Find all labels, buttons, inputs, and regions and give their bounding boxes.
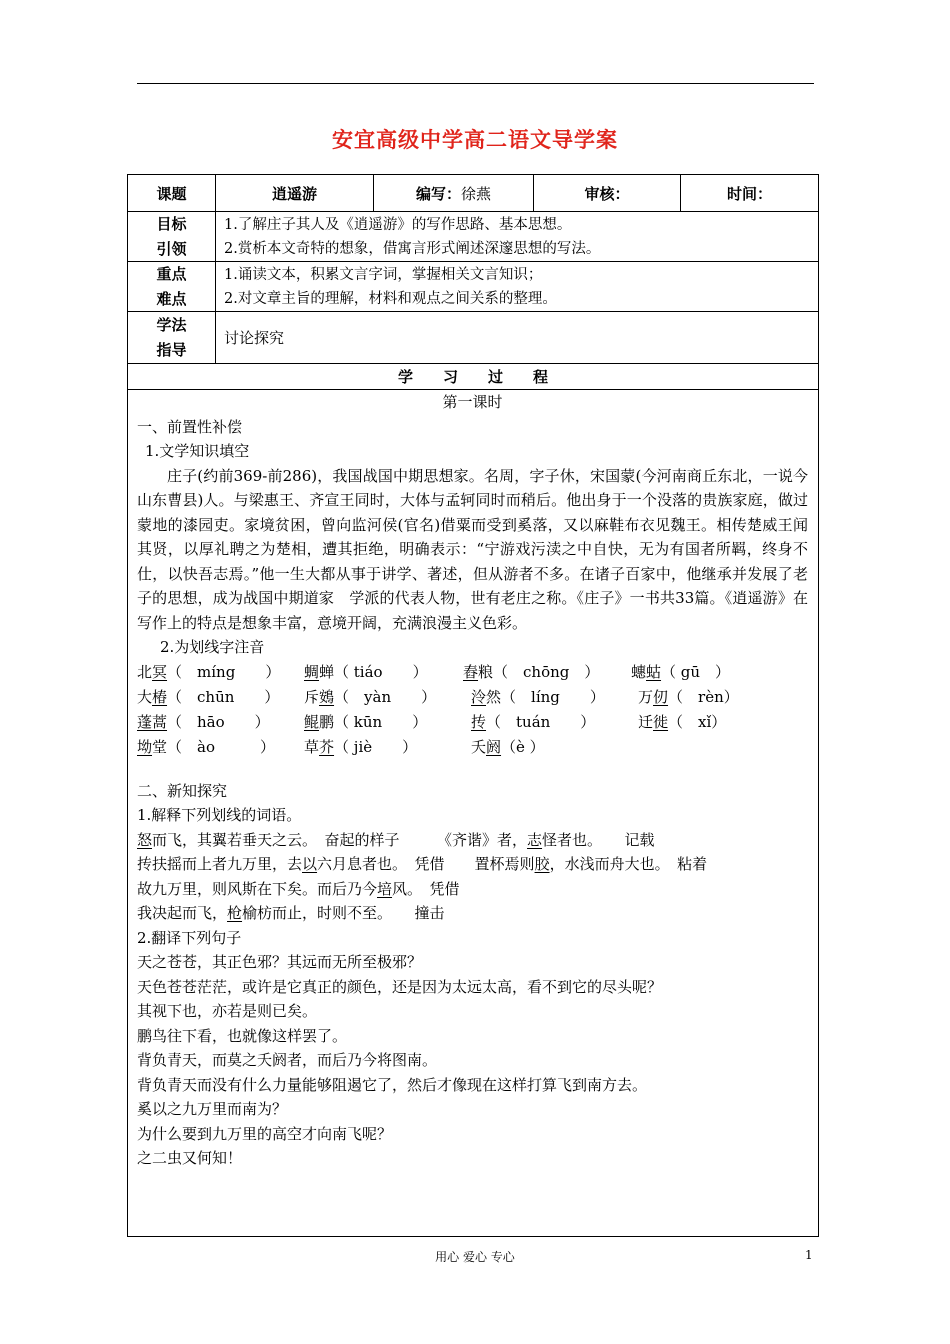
key-label-2: 难点 [156, 289, 187, 308]
pinyin-item: 北冥（ míng ） [137, 662, 281, 681]
header-time: 时间： [726, 184, 772, 203]
section-2-2-heading: 2.翻译下列句子 [137, 928, 242, 947]
method-content: 讨论探究 [224, 329, 285, 347]
section-2-1-heading: 1.解释下列划线的词语。 [137, 806, 302, 824]
table-header-row [128, 175, 818, 212]
pinyin-grid [137, 660, 808, 759]
key-label-1: 重点 [156, 264, 187, 283]
goal-line-1: 1.了解庄子其人及《逍遥游》的写作思路、基本思想。 [224, 216, 572, 233]
translation-line: 背负青天而没有什么力量能够阻遏它了，然后才像现在这样打算飞到南方去。 [137, 1075, 648, 1094]
pinyin-item: 草芥（ jiè ） [304, 737, 418, 756]
goal-content [216, 212, 818, 261]
word-line: 怒而飞，其翼若垂天之云。 奋起的样子 《齐谐》者，志怪者也。 记载 [137, 830, 655, 849]
method-row [128, 312, 818, 364]
pinyin-item: 蟪蛄（ gū ） [631, 662, 731, 681]
pinyin-item: 斥鴳（ yàn ） [304, 687, 437, 706]
page-footer: 用心 爱心 专心 [435, 1250, 515, 1264]
author-name: 徐燕 [461, 184, 492, 203]
translation-line: 之二虫又何知！ [137, 1149, 243, 1167]
header-author [374, 175, 534, 211]
goal-row [128, 212, 818, 262]
author-label: 编写： [415, 184, 461, 203]
translation-line: 为什么要到九万里的高空才向南飞呢？ [137, 1124, 393, 1143]
goal-line-2: 2.赏析本文奇特的想象，借寓言形式阐述深邃思想的写法。 [224, 240, 601, 257]
key-content [216, 262, 818, 311]
pinyin-item: 蓬蒿（ hāo ） [137, 712, 270, 731]
header-topic-value: 逍遥游 [216, 175, 374, 211]
section-1-heading: 一、前置性补偿 [137, 417, 243, 436]
method-label [128, 312, 216, 363]
key-row [128, 262, 818, 312]
process-heading: 学 习 过 程 [397, 368, 548, 386]
header-reviewer: 审核： [534, 175, 681, 211]
pinyin-item: 泠然（ líng ） [471, 687, 605, 706]
lesson-heading: 第一课时 [442, 393, 503, 411]
translation-line: 背负青天，而莫之夭阏者，而后乃今将图南。 [137, 1051, 438, 1069]
process-row [128, 364, 818, 390]
goal-label [128, 212, 216, 261]
page-number: 1 [805, 1248, 813, 1262]
method-label-1: 学法 [156, 315, 187, 334]
spacer [137, 759, 808, 779]
lesson-table [127, 174, 819, 1237]
pinyin-item: 万仞（ rèn） [638, 687, 739, 706]
translation-line: 奚以之九万里而南为？ [137, 1100, 288, 1118]
key-line-1: 1.诵读文本，积累文言字词，掌握相关文言知识； [224, 266, 543, 283]
goal-label-1: 目标 [156, 214, 187, 233]
translation-line: 天色苍苍茫茫，或许是它真正的颜色，还是因为太远太高，看不到它的尽头呢？ [137, 977, 663, 996]
header-rule [137, 83, 814, 84]
pinyin-item: 坳堂（ ào ） [137, 737, 275, 756]
pinyin-item: 舂粮（ chōng ） [463, 662, 600, 681]
translation-line: 天之苍苍，其正色邪？其远而无所至极邪？ [137, 953, 423, 971]
pinyin-item: 迁徙（ xǐ） [638, 712, 727, 731]
pinyin-item: 大椿（ chūn ） [137, 687, 280, 706]
zhuangzi-paragraph: 庄子(约前369-前286)，我国战国中期思想家。名周，字子休，宋国蒙(今河南商丘东北，一说今山东曹县)人。与梁惠王、齐宣王同时，大体与孟轲同时而稍后。他出身于一个没落的贵族家庭，做过蒙地的漆园吏。家境贫困，曾向监河侯(官名)借粟而受到奚落，又以麻鞋布衣见魏王。相传楚威王闻其贤，以厚礼聘之为楚相，遭其拒绝，明确表示：“宁游戏污渎之中自快，无为有国者所羁，终身不仕，以快吾志焉。”他一生大都从事于讲学、著述，但从游者不多。在诸子百家中，他继承并发展了老子的思想，成为战国中期道家 学派的代表人物，世有老庄之称。《庄子》一书共33篇。《逍遥游》在写作上的特点是想象丰富，意境开阔，充满浪漫主义色彩。 [137, 466, 808, 632]
pinyin-item: 抟（ tuán ） [471, 712, 596, 731]
page-title: 安宜高级中学高二语文导学案 [332, 127, 618, 152]
word-line: 抟扶摇而上者九万里，去以六月息者也。 凭借 置杯焉则胶，水浅而舟大也。 粘着 [137, 855, 708, 873]
header-topic-label: 课题 [128, 175, 216, 211]
key-line-2: 2.对文章主旨的理解，材料和观点之间关系的整理。 [224, 290, 557, 307]
pinyin-item: 夭阏（è ） [471, 737, 545, 756]
pinyin-item: 蜩蝉（ tiáo ） [304, 662, 428, 681]
word-line: 故九万里，则风斯在下矣。而后乃今培风。 凭借 [137, 879, 460, 898]
section-1-1-heading: 1.文学知识填空 [145, 442, 250, 460]
study-content [128, 390, 818, 1236]
goal-label-2: 引领 [156, 239, 187, 258]
word-line: 我决起而飞，枪榆枋而止，时则不至。 撞击 [137, 904, 445, 922]
section-1-2-heading: 2.为划线字注音 [160, 638, 265, 656]
translation-line: 鹏鸟往下看，也就像这样罢了。 [137, 1026, 348, 1045]
content-row [128, 390, 818, 1236]
key-label [128, 262, 216, 311]
translation-line: 其视下也，亦若是则已矣。 [137, 1002, 318, 1020]
method-label-2: 指导 [156, 340, 187, 359]
pinyin-item: 鲲鹏（ kūn ） [304, 712, 428, 731]
section-2-heading: 二、新知探究 [137, 781, 228, 800]
